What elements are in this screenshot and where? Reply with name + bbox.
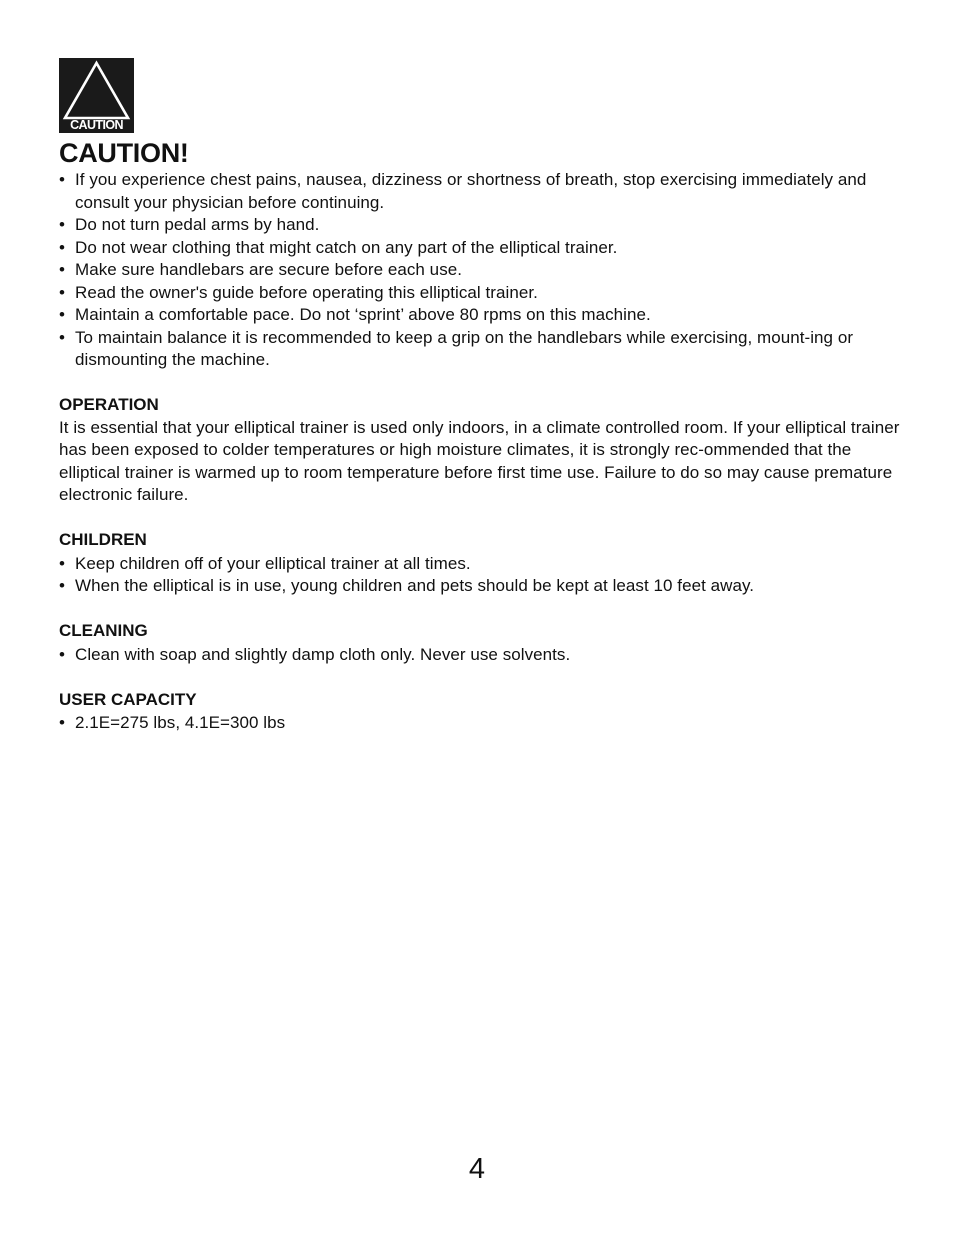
list-item: • Do not turn pedal arms by hand.	[59, 214, 901, 237]
list-item: • To maintain balance it is recommended to keep a grip on the handlebars while exercising, mount-ing or dismounting the machine.	[59, 327, 901, 372]
list-item: • 2.1E=275 lbs, 4.1E=300 lbs	[59, 712, 901, 735]
user-capacity-list	[59, 712, 901, 735]
list-item: • Do not wear clothing that might catch on any part of the elliptical trainer.	[59, 237, 901, 260]
section-heading-user-capacity: USER CAPACITY	[59, 689, 197, 709]
manual-page	[59, 58, 901, 735]
children-section	[59, 529, 901, 598]
list-item: • Make sure handlebars are secure before each use.	[59, 259, 901, 282]
section-heading-children: CHILDREN	[59, 530, 147, 549]
list-item: • If you experience chest pains, nausea, dizziness or shortness of breath, stop exercising immediately and consult your physician before continuing.	[59, 169, 901, 214]
list-item: • Read the owner's guide before operating this elliptical trainer.	[59, 282, 901, 305]
section-heading-operation: OPERATION	[59, 395, 159, 414]
page-title: CAUTION!	[59, 138, 189, 168]
list-item: • Clean with soap and slightly damp cloth only. Never use solvents.	[59, 644, 901, 667]
cleaning-section	[59, 620, 901, 666]
caution-list	[59, 169, 901, 372]
caution-badge-label: CAUTION	[70, 118, 123, 132]
page-number: 4	[468, 1153, 486, 1185]
list-item: • When the elliptical is in use, young children and pets should be kept at least 10 feet away.	[59, 575, 901, 598]
section-heading-cleaning: CLEANING	[59, 621, 148, 640]
operation-paragraph: It is essential that your elliptical trainer is used only indoors, in a climate controlled room. If your elliptical trainer has been exposed to colder temperatures or high moisture climates, it is strongly rec-ommended that the elliptical trainer is warmed up to room temperature before first time use. Failure to do so may cause premature electronic failure.	[59, 417, 900, 504]
operation-section	[59, 394, 901, 507]
list-item: • Maintain a comfortable pace. Do not ‘sprint’ above 80 rpms on this machine.	[59, 304, 901, 327]
caution-badge	[59, 58, 134, 133]
children-list	[59, 553, 901, 598]
user-capacity-section	[59, 689, 901, 735]
cleaning-list	[59, 644, 901, 667]
list-item: • Keep children off of your elliptical trainer at all times.	[59, 553, 901, 576]
